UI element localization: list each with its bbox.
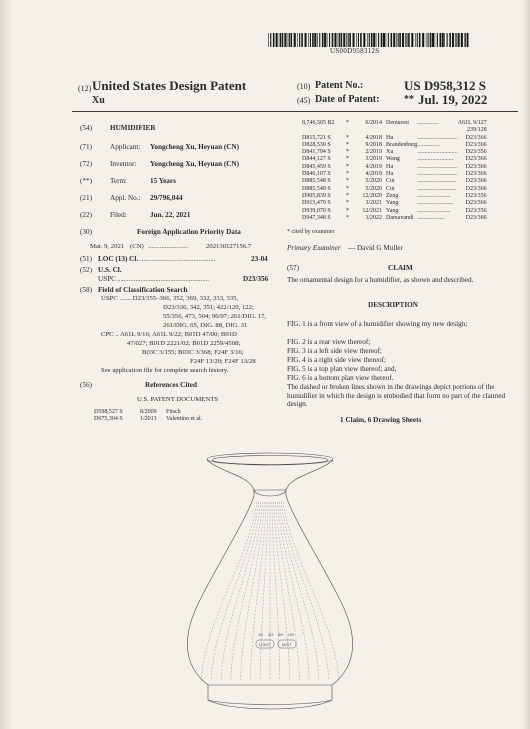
mist-label: MIST [282, 642, 292, 647]
claim-heading: CLAIM [388, 264, 413, 272]
barcode-bar [339, 33, 340, 47]
barcode [268, 33, 470, 47]
ref-date: 8/2009 [140, 409, 157, 415]
ref-number: D939,070 S [302, 207, 331, 214]
code-12: (12) [78, 84, 92, 93]
description-heading: DESCRIPTION [368, 301, 418, 309]
table-row [302, 186, 487, 193]
table-row [94, 416, 202, 423]
ref-date [354, 127, 386, 134]
invention-title: HUMIDIFIER [110, 124, 156, 132]
inventor-value: Yongcheng Xu, Heyuan (CN) [150, 160, 240, 168]
field-line: 261/DIG. 65, DIG. 88, DIG. 31 [163, 322, 248, 329]
barcode-bar [386, 33, 387, 47]
table-row [302, 208, 487, 215]
barcode-bar [440, 33, 442, 47]
barcode-bar [343, 33, 345, 47]
appl-no-value: 29/796,044 [150, 194, 183, 202]
ref-name [386, 127, 417, 134]
code-54: (54) [80, 124, 92, 132]
barcode-bar [393, 33, 395, 47]
ref-dots [417, 127, 458, 134]
priority-heading: Foreign Application Priority Data [137, 228, 241, 236]
ref-class: D23/356 [465, 207, 487, 214]
barcode-bar [449, 33, 451, 47]
barcode-bar [332, 33, 334, 47]
barcode-bar [396, 33, 397, 47]
barcode-bar [268, 33, 269, 47]
barcode-bar [435, 33, 436, 47]
barcode-bar [353, 33, 355, 47]
ref-date: 12/2020 [362, 192, 382, 199]
field-line: CPC .. A61L 9/16; A61L 9/22; B01D 47/00; B01D [101, 331, 237, 338]
ref-class: A61L 9/127 [457, 120, 487, 126]
patent-no-label: Patent No.: [315, 80, 364, 91]
description-line: The dashed or broken lines shown in the drawings depict portions of the humidifier in which the design is embodied that form no part of the claimed design. [287, 383, 506, 409]
ref-star [346, 127, 354, 134]
barcode-bar [334, 33, 336, 47]
barcode-bar [338, 33, 339, 47]
table-row [302, 200, 487, 207]
ref-dots: ........................... [417, 163, 458, 170]
ref-name: Fitsch [166, 409, 181, 415]
uspc-dots: ....................................................... [117, 276, 209, 283]
barcode-bar [324, 33, 326, 47]
ref-dots: .............. [417, 120, 439, 126]
ref-dots: ...................... [417, 207, 451, 214]
barcode-bar [288, 33, 289, 47]
barcode-bar [310, 33, 311, 47]
ref-date: 4/2019 [365, 163, 382, 170]
ref-name: Hu [386, 134, 394, 141]
table-row [302, 135, 487, 142]
barcode-bar [437, 33, 438, 47]
barcode-bar [317, 33, 318, 47]
table-row [302, 120, 487, 127]
ref-number: D844,127 S [302, 156, 331, 163]
ref-name: Wang [386, 156, 400, 163]
code-71: (71) [80, 143, 92, 151]
code-58: (58) [80, 286, 92, 294]
ref-date: 5/2020 [365, 178, 382, 185]
barcode-bar [371, 33, 373, 47]
ref-name: Yang [386, 207, 399, 214]
ref-class: D23/366 [465, 185, 487, 192]
barcode-bar [327, 33, 328, 47]
barcode-bar [402, 33, 404, 47]
term-label: Term: [110, 177, 128, 185]
body-rib [260, 502, 268, 680]
barcode-bar [369, 33, 370, 47]
ref-name: Hu [386, 171, 394, 178]
ref-class: D23/366 [465, 163, 487, 170]
ref-dots: ........................... [417, 134, 458, 141]
ref-class: D23/366 [465, 200, 487, 207]
table-row [302, 215, 487, 222]
ref-date: 1/2013 [140, 416, 157, 423]
barcode-bar [432, 33, 434, 47]
ref-date: 3/2019 [365, 156, 382, 163]
code-52: (52) [80, 266, 92, 274]
barcode-bar [322, 33, 324, 47]
description-line: FIG. 4 is a right side view thereof; [287, 356, 387, 364]
field-line: B03C 3/155; B03C 3/368; F24F 3/16; [142, 349, 244, 356]
button-label: 6H [278, 632, 284, 637]
uspc-value: D23/356 [243, 275, 269, 283]
body-rib [201, 502, 257, 680]
ref-date: 3/2022 [365, 214, 382, 221]
field-line: F24F 13/20; F24F 13/28 [190, 358, 256, 365]
ref-number: D675,304 S [94, 416, 123, 423]
inventor-label: Inventor: [110, 160, 137, 168]
barcode-bar [465, 33, 466, 47]
barcode-bar [349, 33, 351, 47]
code-57: (57) [287, 264, 299, 272]
patent-number: US D958,312 S [404, 78, 486, 93]
us-patent-documents-heading: U.S. PATENT DOCUMENTS [137, 396, 219, 403]
ref-dots: ............... [417, 141, 440, 148]
barcode-bar [282, 33, 284, 47]
left-references-table [94, 409, 202, 424]
barcode-bar [405, 33, 406, 47]
barcode-bar [406, 33, 407, 47]
primary-examiner-name: — David G Muller [348, 244, 403, 252]
ref-name: Yang [386, 200, 399, 207]
barcode-bar [367, 33, 368, 47]
uscl-label: U.S. Cl. [98, 266, 122, 274]
ref-name: Hu [386, 163, 394, 170]
ref-date: 4/2019 [365, 171, 382, 178]
code-56: (56) [80, 381, 92, 389]
priority-number: 202130127156.7 [206, 243, 252, 250]
ref-number: D845,459 S [302, 163, 331, 170]
description-line: FIG. 5 is a top plan view thereof; and, [287, 365, 397, 373]
ref-dots: ...................... [417, 192, 451, 199]
barcode-number: US00D958312S [330, 47, 380, 55]
priority-date: Mar. 9, 2021 [90, 243, 125, 250]
barcode-bar [360, 33, 362, 47]
field-line: 55/356, 473, 504; 96/97; 261/DIG. 17, [163, 313, 267, 320]
barcode-bar [314, 33, 316, 47]
date-of-patent: Jul. 19, 2022 [418, 92, 488, 107]
code-22: (22) [80, 211, 92, 219]
ref-dots: ........................... [417, 171, 458, 178]
code-45: (45) [297, 96, 311, 105]
document-title: United States Design Patent [92, 78, 247, 93]
light-label: LIGHT [259, 642, 271, 647]
ref-number: D905,839 S [302, 192, 331, 199]
table-row [302, 127, 487, 134]
term-value: 15 Years [150, 177, 176, 185]
date-of-patent-label: Date of Patent: [315, 94, 380, 105]
ref-name: Xu [386, 149, 394, 156]
barcode-bar [452, 33, 454, 47]
barcode-bar [428, 33, 429, 47]
ref-name: Valentino et al. [166, 416, 203, 423]
table-row [302, 149, 487, 156]
filed-value: Jun. 22, 2021 [150, 211, 191, 219]
barcode-bar [426, 33, 427, 47]
ref-name: Cui [386, 178, 395, 185]
barcode-bar [399, 33, 401, 47]
right-references-table [302, 120, 487, 222]
ref-class: D23/366 [465, 214, 487, 221]
ref-star: * [346, 134, 349, 141]
ref-number: D841,794 S [302, 149, 331, 156]
claims-summary: 1 Claim, 6 Drawing Sheets [340, 416, 422, 424]
ref-dots: .......................... [417, 178, 457, 185]
applicant-value: Yongcheng Xu, Heyuan (CN) [150, 143, 240, 151]
table-row [302, 156, 487, 163]
field-line: 47/027; B01D 2221/02; B01D 2259/4508; [127, 340, 241, 347]
barcode-bar [455, 33, 456, 47]
ref-dots: ........................ [417, 200, 454, 207]
ref-class: D23/356 [465, 149, 487, 156]
button-label: 1H [258, 632, 264, 637]
ref-dots: .................. [417, 214, 445, 221]
barcode-bar [284, 33, 286, 47]
uspc-label: USPC [98, 275, 116, 283]
ref-star: * [346, 178, 349, 185]
appl-no-label: Appl. No.: [110, 194, 141, 202]
description-line: FIG. 1 is a front view of a humidifier showing my new design; [287, 320, 468, 328]
ref-number: D947,348 S [302, 214, 331, 221]
ref-star: * [346, 163, 349, 170]
body-rib [279, 502, 319, 680]
barcode-bar [358, 33, 359, 47]
barcode-bar [319, 33, 320, 47]
body-rib [221, 502, 264, 680]
claim-text: The ornamental design for a humidifier, as shown and described. [287, 276, 474, 284]
inventor-short: Xu [92, 95, 105, 106]
ref-class: 239/128 [467, 127, 487, 134]
field-heading: Field of Classification Search [98, 286, 188, 294]
barcode-bar [383, 33, 385, 47]
barcode-bar [308, 33, 309, 47]
barcode-bar [422, 33, 424, 47]
ref-dots: ........................... [417, 149, 458, 156]
code-10: (10) [297, 82, 311, 91]
ref-class: D23/366 [465, 134, 487, 141]
description-line: FIG. 3 is a left side view thereof; [287, 347, 383, 355]
barcode-bar [301, 33, 303, 47]
barcode-bar [442, 33, 444, 47]
barcode-bar [464, 33, 465, 47]
ref-star: * [346, 185, 349, 192]
barcode-bar [458, 33, 460, 47]
barcode-bar [289, 33, 290, 47]
button-label: 3H [268, 632, 274, 637]
barcode-bar [444, 33, 445, 47]
table-row [302, 178, 487, 185]
field-line: USPC ....... D23/355–366, 352, 369, 332, 333, 335, [101, 295, 239, 302]
header-rule [72, 111, 518, 112]
barcode-bar [346, 33, 347, 47]
priority-dots: ........................ [148, 243, 189, 250]
loc-label: LOC (13) Cl. [98, 255, 139, 263]
code-term: (**) [80, 177, 92, 185]
table-row [302, 193, 487, 200]
barcode-bar [276, 33, 278, 47]
barcode-bar [391, 33, 393, 47]
barcode-bar [381, 33, 383, 47]
ref-dots: ........................ [417, 156, 454, 163]
ref-date: 12/2021 [362, 207, 382, 214]
ref-star: * [346, 149, 349, 156]
barcode-bar [417, 33, 418, 47]
ref-star: * [346, 214, 349, 221]
barcode-bar [408, 33, 410, 47]
button-label: ON [288, 632, 294, 637]
barcode-bar [415, 33, 416, 47]
barcode-bar [447, 33, 448, 47]
barcode-bar [356, 33, 357, 47]
loc-value: 23-04 [251, 255, 268, 263]
ref-star: * [346, 156, 349, 163]
field-line: See application file for complete search history. [101, 367, 229, 374]
barcode-bar [430, 33, 432, 47]
barcode-bar [419, 33, 421, 47]
barcode-bar [456, 33, 457, 47]
code-51: (51) [80, 255, 92, 263]
ref-star: * [346, 120, 349, 126]
barcode-bar [305, 33, 307, 47]
humidifier-base [208, 685, 332, 705]
ref-name: Demarest [386, 120, 409, 126]
body-rib [283, 502, 339, 680]
barcode-bar [348, 33, 349, 47]
barcode-bar [291, 33, 293, 47]
ref-star: * [346, 141, 349, 148]
barcode-bar [329, 33, 330, 47]
barcode-bar [279, 33, 280, 47]
ref-class: D23/366 [465, 156, 487, 163]
barcode-bar [461, 33, 463, 47]
barcode-bar [411, 33, 413, 47]
primary-examiner-label: Primary Examiner [287, 244, 341, 252]
humidifier-drawing [160, 450, 380, 725]
ref-number: 8,746,505 B2 [302, 120, 335, 126]
humidifier-rim-inner [212, 456, 328, 465]
table-row [302, 164, 487, 171]
date-marker: ** [404, 94, 414, 105]
barcode-bar [378, 33, 379, 47]
ref-date: 2/2019 [365, 149, 382, 156]
barcode-bar [299, 33, 300, 47]
barcode-bar [297, 33, 298, 47]
code-72: (72) [80, 160, 92, 168]
barcode-bar [341, 33, 343, 47]
loc-dots: ............................................. [140, 256, 216, 263]
ref-date: 5/2020 [365, 185, 382, 192]
barcode-bar [373, 33, 375, 47]
applicant-label: Applicant: [110, 143, 141, 151]
ref-star: * [346, 171, 349, 178]
ref-star: * [346, 200, 349, 207]
description-line: FIG. 2 is a rear view thereof; [287, 338, 371, 346]
barcode-bar [270, 33, 271, 47]
table-row [302, 171, 487, 178]
barcode-bar [388, 33, 389, 47]
page-edge-shadow [0, 0, 12, 729]
humidifier-neck-band [254, 490, 286, 496]
ref-number [302, 127, 346, 134]
ref-date: 6/2014 [365, 120, 382, 126]
barcode-bar [312, 33, 314, 47]
ref-number: D885,549 S [302, 185, 331, 192]
barcode-bar [467, 33, 469, 47]
ref-class: D23/366 [465, 178, 487, 185]
ref-name: Damavandi [386, 214, 414, 221]
references-heading: References Cited [145, 381, 197, 389]
priority-country: (CN) [130, 243, 144, 250]
barcode-bar [294, 33, 296, 47]
ref-star: * [346, 207, 349, 214]
ref-number: D846,107 S [302, 171, 331, 178]
barcode-bar [376, 33, 377, 47]
filed-label: Filed: [110, 211, 127, 219]
ref-number: D815,721 S [302, 134, 331, 141]
ref-date: 3/2021 [365, 200, 382, 207]
ref-name: Brandenburg [386, 141, 418, 148]
description-line: FIG. 6 is a bottom plan view thereof. [287, 374, 394, 382]
ref-dots: .......................... [417, 185, 457, 192]
ref-date: 4/2018 [365, 134, 382, 141]
field-line: D23/336, 342, 351; 422/120, 122; [163, 304, 254, 311]
page-edge-shadow-right [522, 0, 530, 729]
ref-name: Zeng [386, 192, 399, 199]
barcode-bar [398, 33, 399, 47]
code-21: (21) [80, 194, 92, 202]
ref-star: * [346, 192, 349, 199]
ref-name: Cui [386, 185, 395, 192]
barcode-bar [273, 33, 275, 47]
ref-number: D885,548 S [302, 178, 331, 185]
table-row [94, 409, 202, 416]
ref-class: D23/356 [465, 192, 487, 199]
ref-number: D598,527 S [94, 409, 123, 415]
ref-number: D828,530 S [302, 141, 331, 148]
ref-class: D23/366 [465, 141, 487, 148]
barcode-bar [363, 33, 365, 47]
ref-number: D913,479 S [302, 200, 331, 207]
barcode-bar [280, 33, 281, 47]
ref-class: D23/366 [465, 171, 487, 178]
code-30: (30) [80, 228, 92, 236]
table-row [302, 142, 487, 149]
body-rib [272, 502, 280, 680]
ref-date: 9/2018 [365, 141, 382, 148]
cited-by-examiner-note: * cited by examiner [287, 229, 335, 235]
